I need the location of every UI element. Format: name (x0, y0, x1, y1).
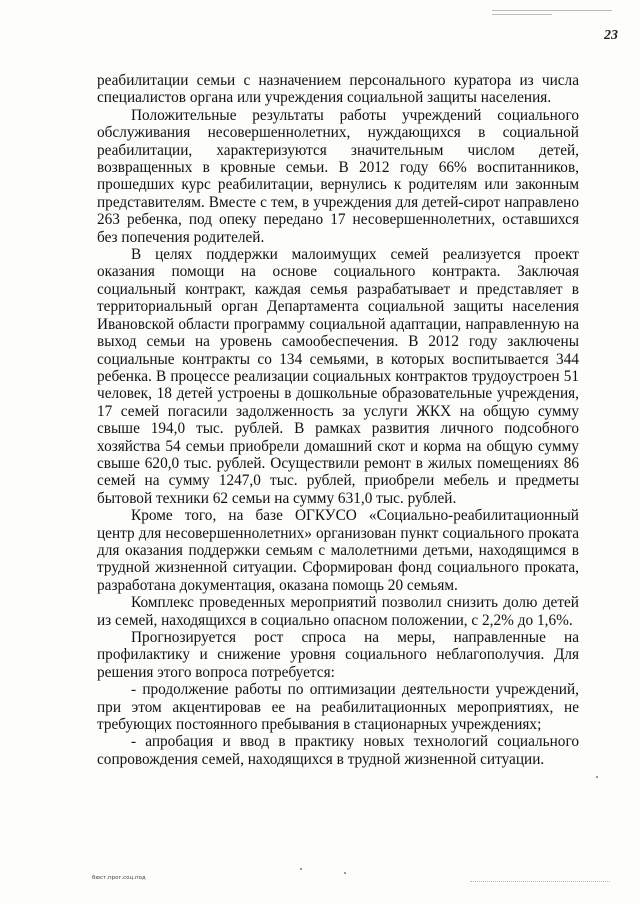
scan-rule-top (492, 10, 612, 11)
scan-rule-bottom (470, 881, 610, 883)
scan-rule-top-short (492, 14, 552, 15)
paragraph-social-contract: В целях поддержки малоимущих семей реализуется проект оказания помощи на основе социального контракта. Заключая социальный контракт, каждая семья разрабатывает и представляет в территориальный орган Департамента социальной защиты населения Ивановской области программу социальной адаптации, направленную на выход семьи на уровень самообеспечения. В 2012 году заключены социальные контракты со 134 семьями, в которых воспитывается 344 ребенка. В процессе реализации социальных контрактов трудоустроен 51 человек, 18 детей устроены в дошкольные образовательные учреждения, 17 семей погасили задолженность за услуги ЖКХ на общую сумму свыше 194,0 тыс. рублей. В рамках развития личного подсобного хозяйства 54 семьи приобрели домашний скот и корма на общую сумму свыше 620,0 тыс. рублей. Осуществили ремонт в жилых помещениях 86 семей на сумму 1247,0 тыс. рублей, приобрели мебель и предметы бытовой техники 62 семьи на сумму 631,0 тыс. рублей. (97, 246, 579, 507)
page-number: 23 (604, 28, 618, 43)
document-body (97, 72, 579, 768)
scan-speck (344, 872, 346, 874)
paragraph-outcome: Комплекс проведенных мероприятий позволил снизить долю детей из семей, находящихся в социально опасном положении, с 2,2% до 1,6%. (97, 594, 579, 629)
list-item-optimization: - продолжение работы по оптимизации деятельности учреждений, при этом акцентировав ее на реабилитационных мероприятиях, не требующих постоянного пребывания в стационарных учреждениях; (97, 681, 579, 734)
paragraph-rehabilitation-results: Положительные результаты работы учреждений социального обслуживания несовершеннолетних, нуждающихся в социальной реабилитации, характеризуются значительным числом детей, возвращенных в кровные семьи. В 2012 году 66% воспитанников, прошедших курс реабилитации, вернулись к родителям или законным представителям. Вместе с тем, в учреждения для детей-сирот направлено 263 ребенка, под опеку передано 17 несовершеннолетних, оставшихся без попечения родителей. (97, 106, 579, 246)
list-item-technologies: - апробация и ввод в практику новых технологий социального сопровождения семей, находящихся в трудной жизненной ситуации. (97, 733, 579, 768)
paragraph-forecast: Прогнозируется рост спроса на меры, направленные на профилактику и снижение уровня социального неблагополучия. Для решения этого вопроса потребуется: (97, 629, 579, 681)
paragraph-continuation: реабилитации семьи с назначением персонального куратора из числа специалистов органа или учреждения социальной защиты населения. (97, 72, 579, 107)
paragraph-rental-point: Кроме того, на базе ОГКУСО «Социально-реабилитационный центр для несовершеннолетних» организован пункт социального проката для оказания поддержки семьям с малолетними детьми, находящимся в трудной жизненной ситуации. Сформирован фонд социального проката, разработана документация, оказана помощь 20 семьям. (97, 507, 579, 594)
footer-file-note: бюст.прог.соц.под (92, 875, 146, 881)
scan-speck (596, 776, 598, 778)
scan-speck (300, 868, 302, 870)
